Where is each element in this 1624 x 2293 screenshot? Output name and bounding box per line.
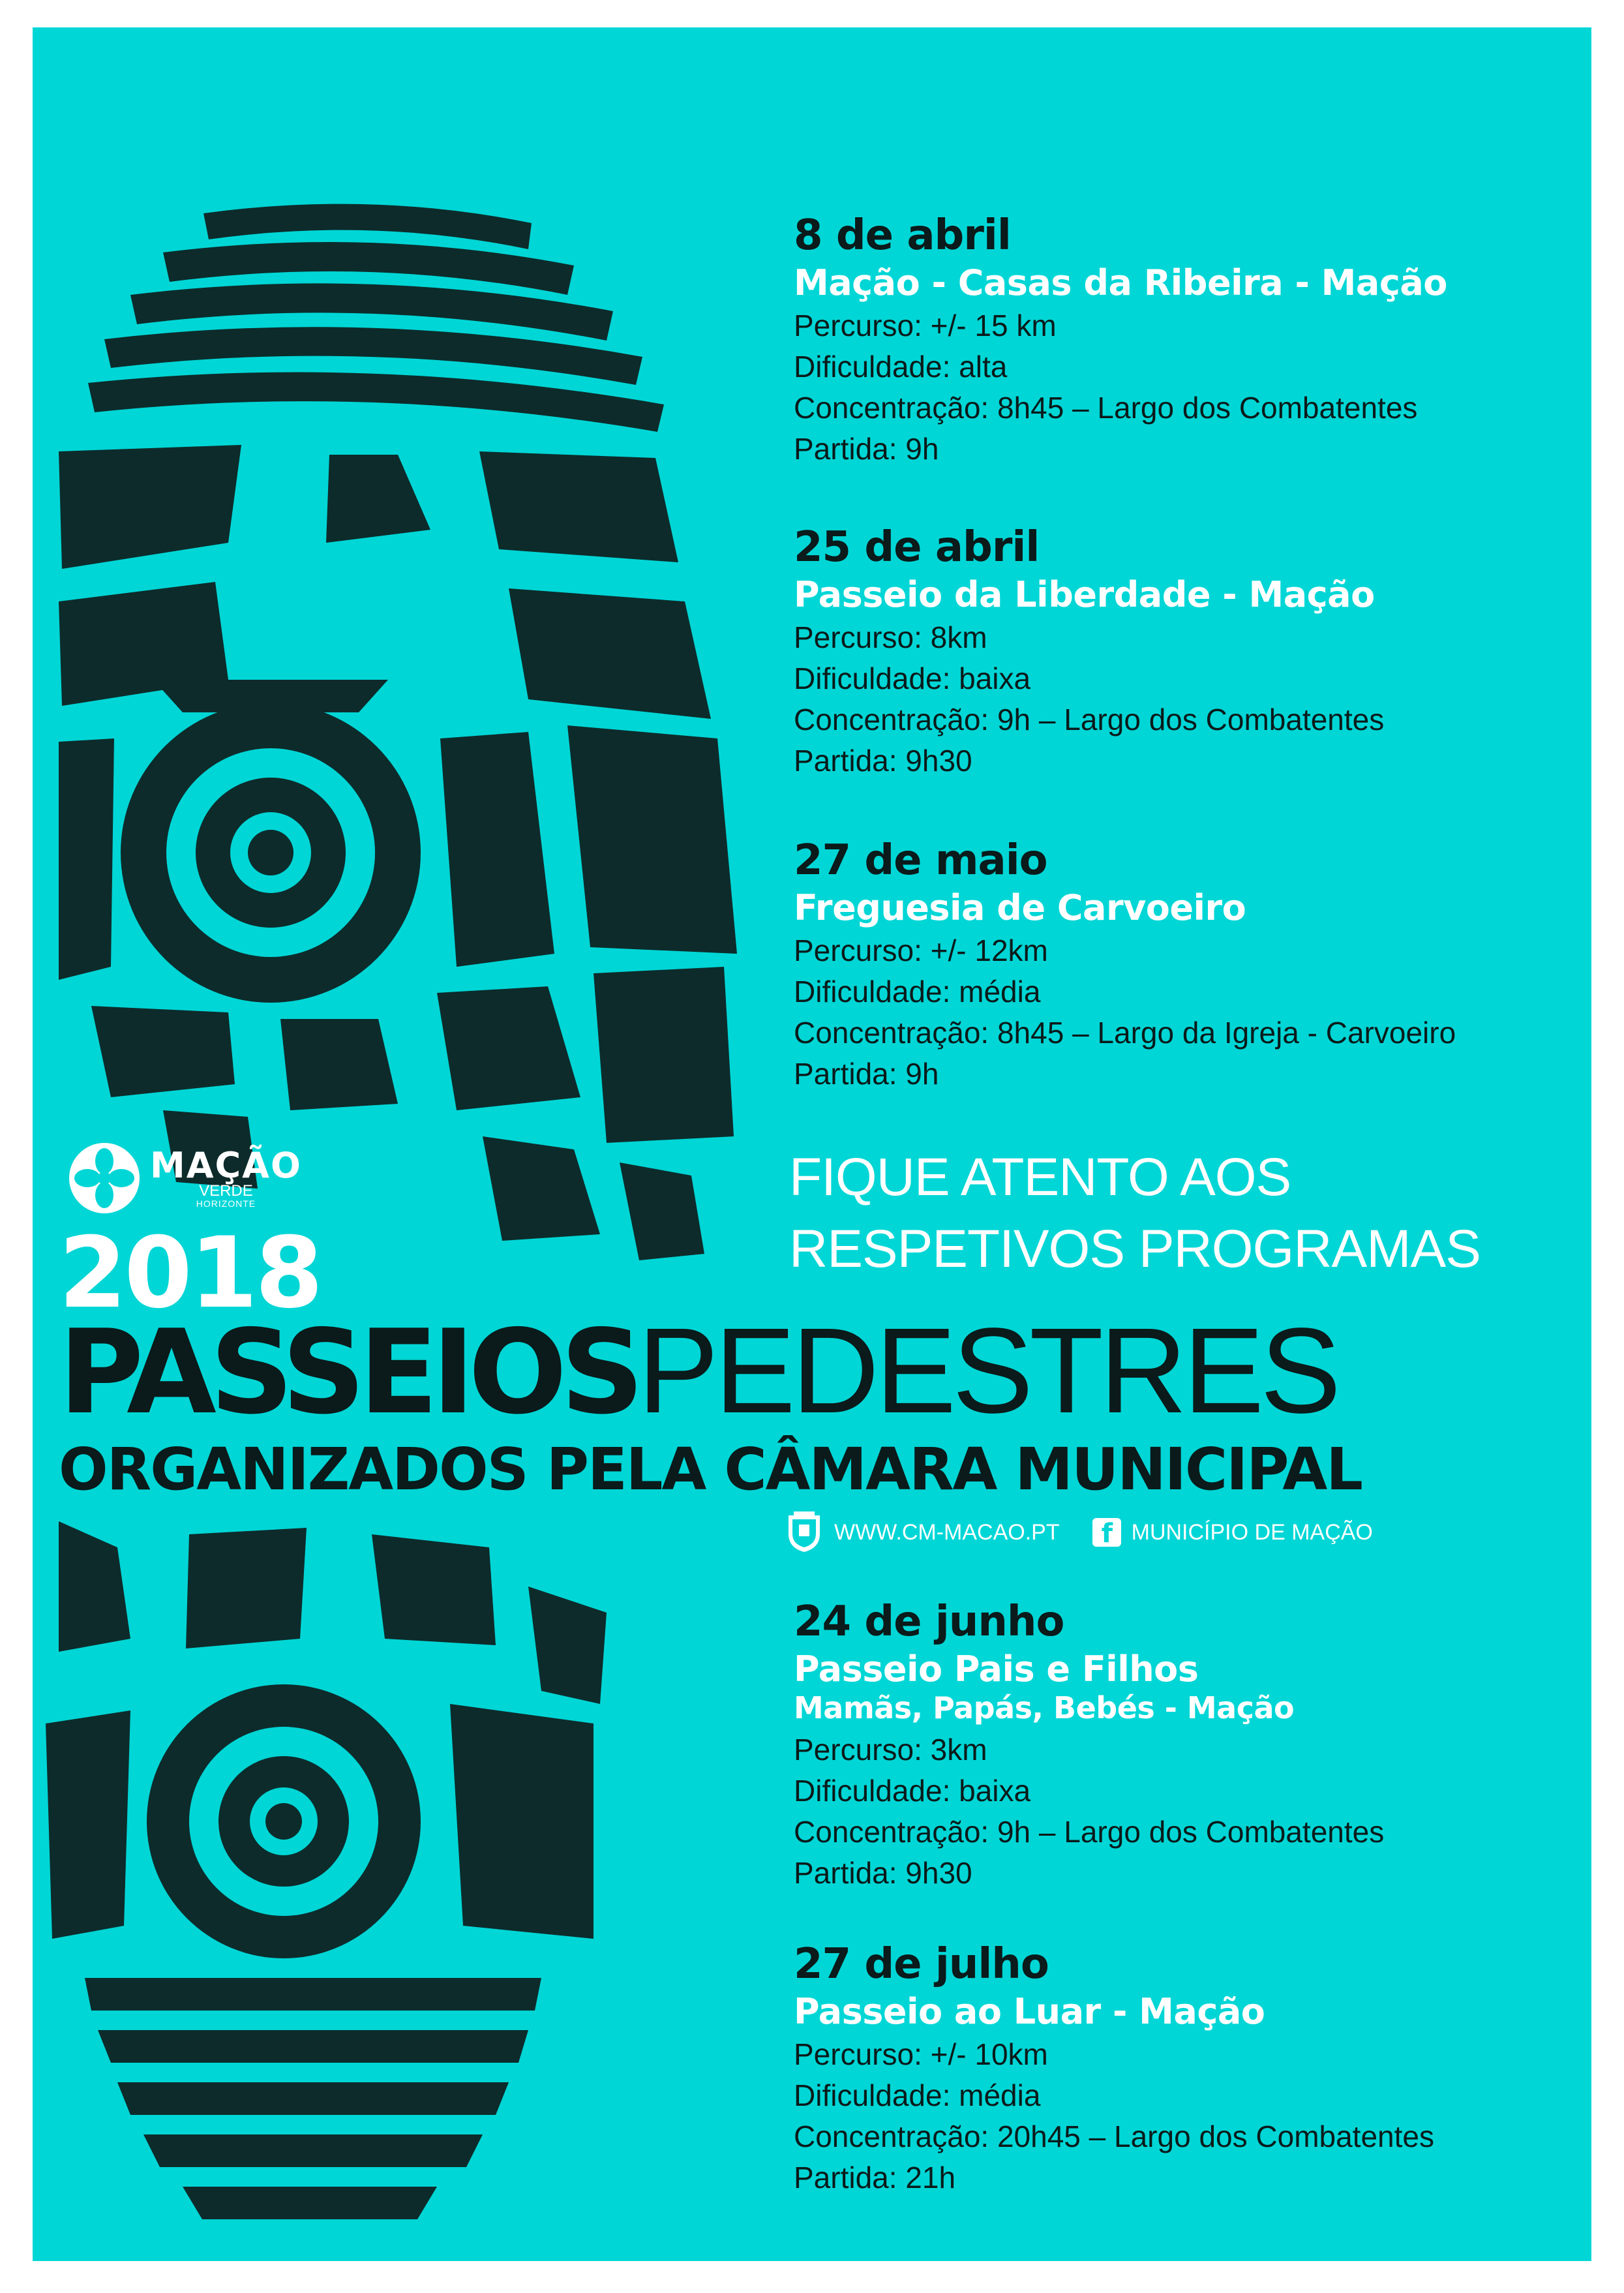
notice-text bbox=[789, 1142, 1481, 1285]
event-route: Percurso: 3km bbox=[794, 1733, 987, 1767]
macao-logo bbox=[65, 1139, 302, 1217]
event-title: Passeio Pais e Filhos bbox=[794, 1648, 1199, 1690]
shoe-print-upper-illustration bbox=[33, 27, 763, 1319]
shoe-print-lower-illustration bbox=[33, 1508, 620, 2261]
logo-tagline: VERDE bbox=[199, 1182, 253, 1200]
event-item bbox=[794, 835, 1576, 1095]
event-date: 27 de maio bbox=[794, 836, 1047, 885]
website-link[interactable]: WWW.CM-MACAO.PT bbox=[834, 1519, 1060, 1545]
event-date: 24 de junho bbox=[794, 1598, 1064, 1646]
event-item bbox=[794, 210, 1576, 470]
event-difficulty: Dificuldade: alta bbox=[794, 350, 1008, 384]
title-light-part: PEDESTRES bbox=[637, 1303, 1338, 1438]
event-route: Percurso: +/- 10km bbox=[794, 2037, 1048, 2071]
event-title: Passeio ao Luar - Mação bbox=[794, 1991, 1265, 2032]
event-item bbox=[794, 1596, 1576, 1894]
poster bbox=[33, 27, 1591, 2261]
event-title: Passeio da Liberdade - Mação bbox=[794, 574, 1375, 615]
year-label: 2018 bbox=[59, 1217, 321, 1330]
event-start-time: Partida: 9h30 bbox=[794, 1856, 972, 1890]
event-item bbox=[794, 1939, 1576, 2198]
event-meeting-point: Concentração: 8h45 – Largo da Igreja - Carvoeiro bbox=[794, 1016, 1456, 1050]
event-date: 8 de abril bbox=[794, 211, 1011, 260]
event-route: Percurso: +/- 15 km bbox=[794, 309, 1057, 342]
event-item bbox=[794, 522, 1576, 782]
event-difficulty: Dificuldade: média bbox=[794, 2078, 1041, 2112]
event-start-time: Partida: 21h bbox=[794, 2161, 956, 2194]
event-title: Mação - Casas da Ribeira - Mação bbox=[794, 262, 1447, 303]
event-start-time: Partida: 9h bbox=[794, 1057, 939, 1091]
event-date: 25 de abril bbox=[794, 523, 1040, 571]
notice-line: RESPETIVOS PROGRAMAS bbox=[789, 1219, 1481, 1279]
event-meeting-point: Concentração: 9h – Largo dos Combatentes bbox=[794, 703, 1385, 736]
event-difficulty: Dificuldade: baixa bbox=[794, 661, 1031, 695]
event-difficulty: Dificuldade: baixa bbox=[794, 1774, 1031, 1808]
event-date: 27 de julho bbox=[794, 1940, 1049, 1988]
event-route: Percurso: +/- 12km bbox=[794, 934, 1048, 967]
event-start-time: Partida: 9h bbox=[794, 432, 939, 466]
contact-links bbox=[786, 1511, 1373, 1553]
logo-name: MAÇÃO bbox=[150, 1145, 302, 1186]
flower-logo-icon bbox=[65, 1139, 143, 1217]
title-bold-part: PASSEIOS bbox=[59, 1305, 638, 1440]
event-subtitle: Mamãs, Papás, Bebés - Mação bbox=[794, 1690, 1295, 1725]
page-subtitle: ORGANIZADOS PELA CÂMARA MUNICIPAL bbox=[59, 1435, 1362, 1503]
event-meeting-point: Concentração: 8h45 – Largo dos Combatentes bbox=[794, 391, 1418, 425]
facebook-link[interactable]: MUNICÍPIO DE MAÇÃO bbox=[1131, 1519, 1373, 1545]
facebook-icon: f bbox=[1092, 1518, 1121, 1547]
notice-line: FIQUE ATENTO AOS bbox=[789, 1147, 1291, 1207]
event-title: Freguesia de Carvoeiro bbox=[794, 887, 1246, 928]
event-meeting-point: Concentração: 20h45 – Largo dos Combatentes bbox=[794, 2119, 1434, 2153]
event-difficulty: Dificuldade: média bbox=[794, 975, 1041, 1009]
logo-tagline-small: HORIZONTE bbox=[196, 1198, 256, 1209]
event-route: Percurso: 8km bbox=[794, 620, 987, 654]
event-meeting-point: Concentração: 9h – Largo dos Combatentes bbox=[794, 1815, 1385, 1849]
event-start-time: Partida: 9h30 bbox=[794, 744, 972, 778]
municipal-crest-icon bbox=[786, 1511, 822, 1553]
